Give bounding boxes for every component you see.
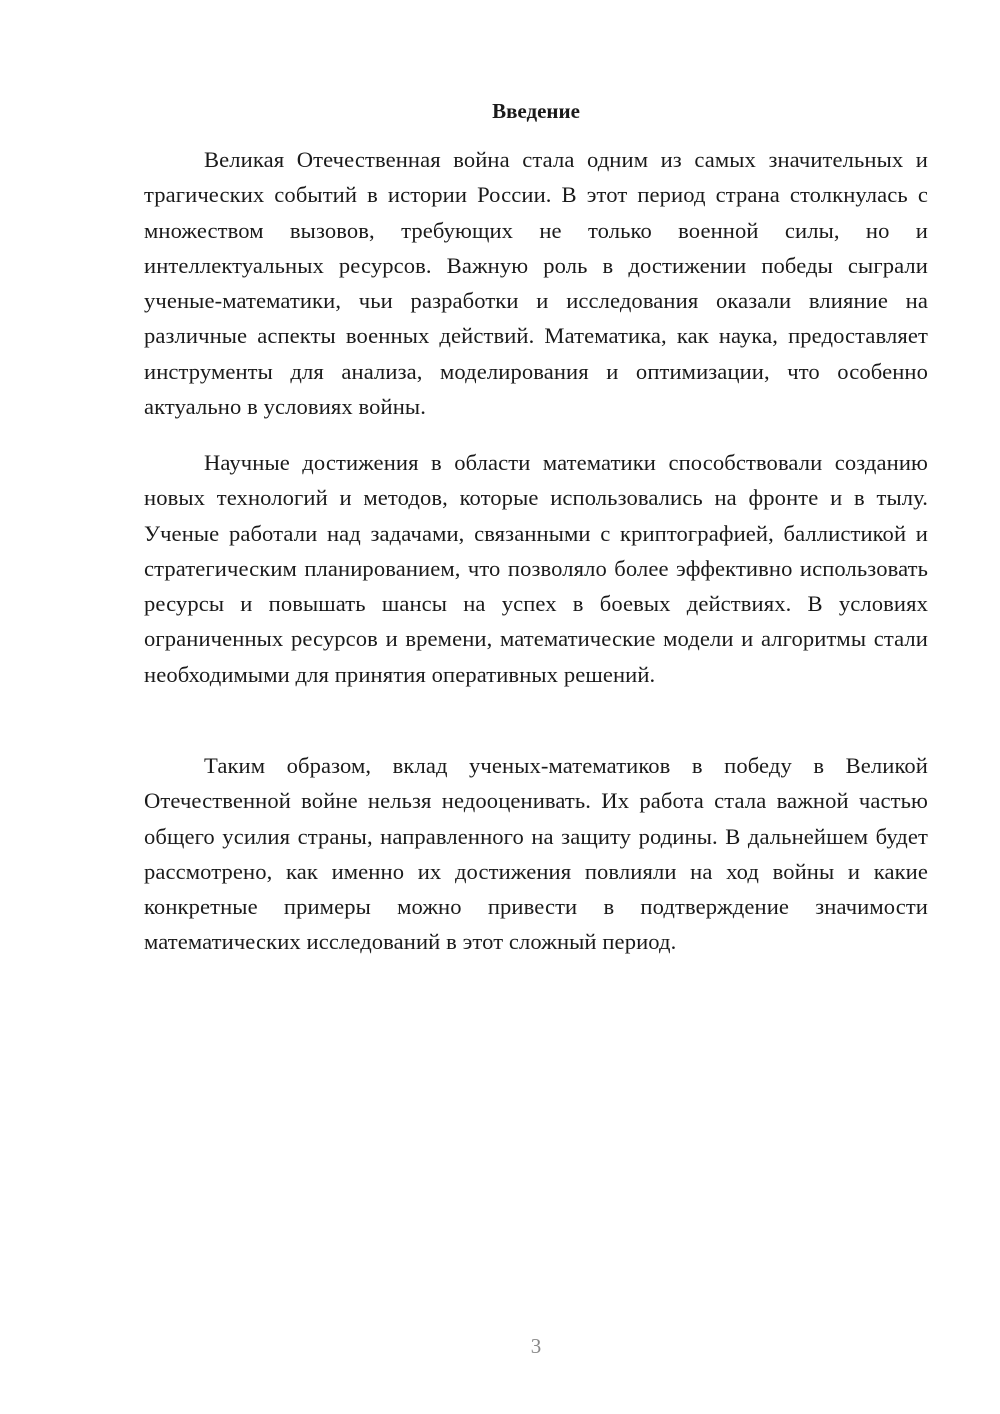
paragraph-1: Великая Отечественная война стала одним из самых значительных и трагических событий в истории России. В этот период страна столкнулась с множеством вызовов, требующих не только военной силы, но и интеллектуальных ресурсов. Важную роль в достижении победы сыграли ученые-математики, чьи разработки и исследования оказали влияние на различные аспекты военных действий. Математика, как наука, предоставляет инструменты для анализа, моделирования и оптимизации, что особенно актуально в условиях войны. <box>144 147 928 420</box>
section-heading: Введение <box>492 99 580 123</box>
paragraph-3: Таким образом, вклад ученых-математиков в победу в Великой Отечественной войне нельзя недооценивать. Их работа стала важной частью общего усилия страны, направленного на защиту родины. В дальнейшем будет рассмотрено, как именно их достижения повлияли на ход войны и какие конкретные примеры можно привести в подтверждение значимости математических исследований в этот сложный период. <box>144 753 928 955</box>
page-number: 3 <box>530 1334 542 1358</box>
paragraph-2: Научные достижения в области математики способствовали созданию новых технологий и методов, которые использовались на фронте и в тылу. Ученые работали над задачами, связанными с криптографией, баллистикой и стратегическим планированием, что позволяло более эффективно использовать ресурсы и повышать шансы на успех в боевых действиях. В условиях ограниченных ресурсов и времени, математические модели и алгоритмы стали необходимыми для принятия оперативных решений. <box>144 450 928 687</box>
